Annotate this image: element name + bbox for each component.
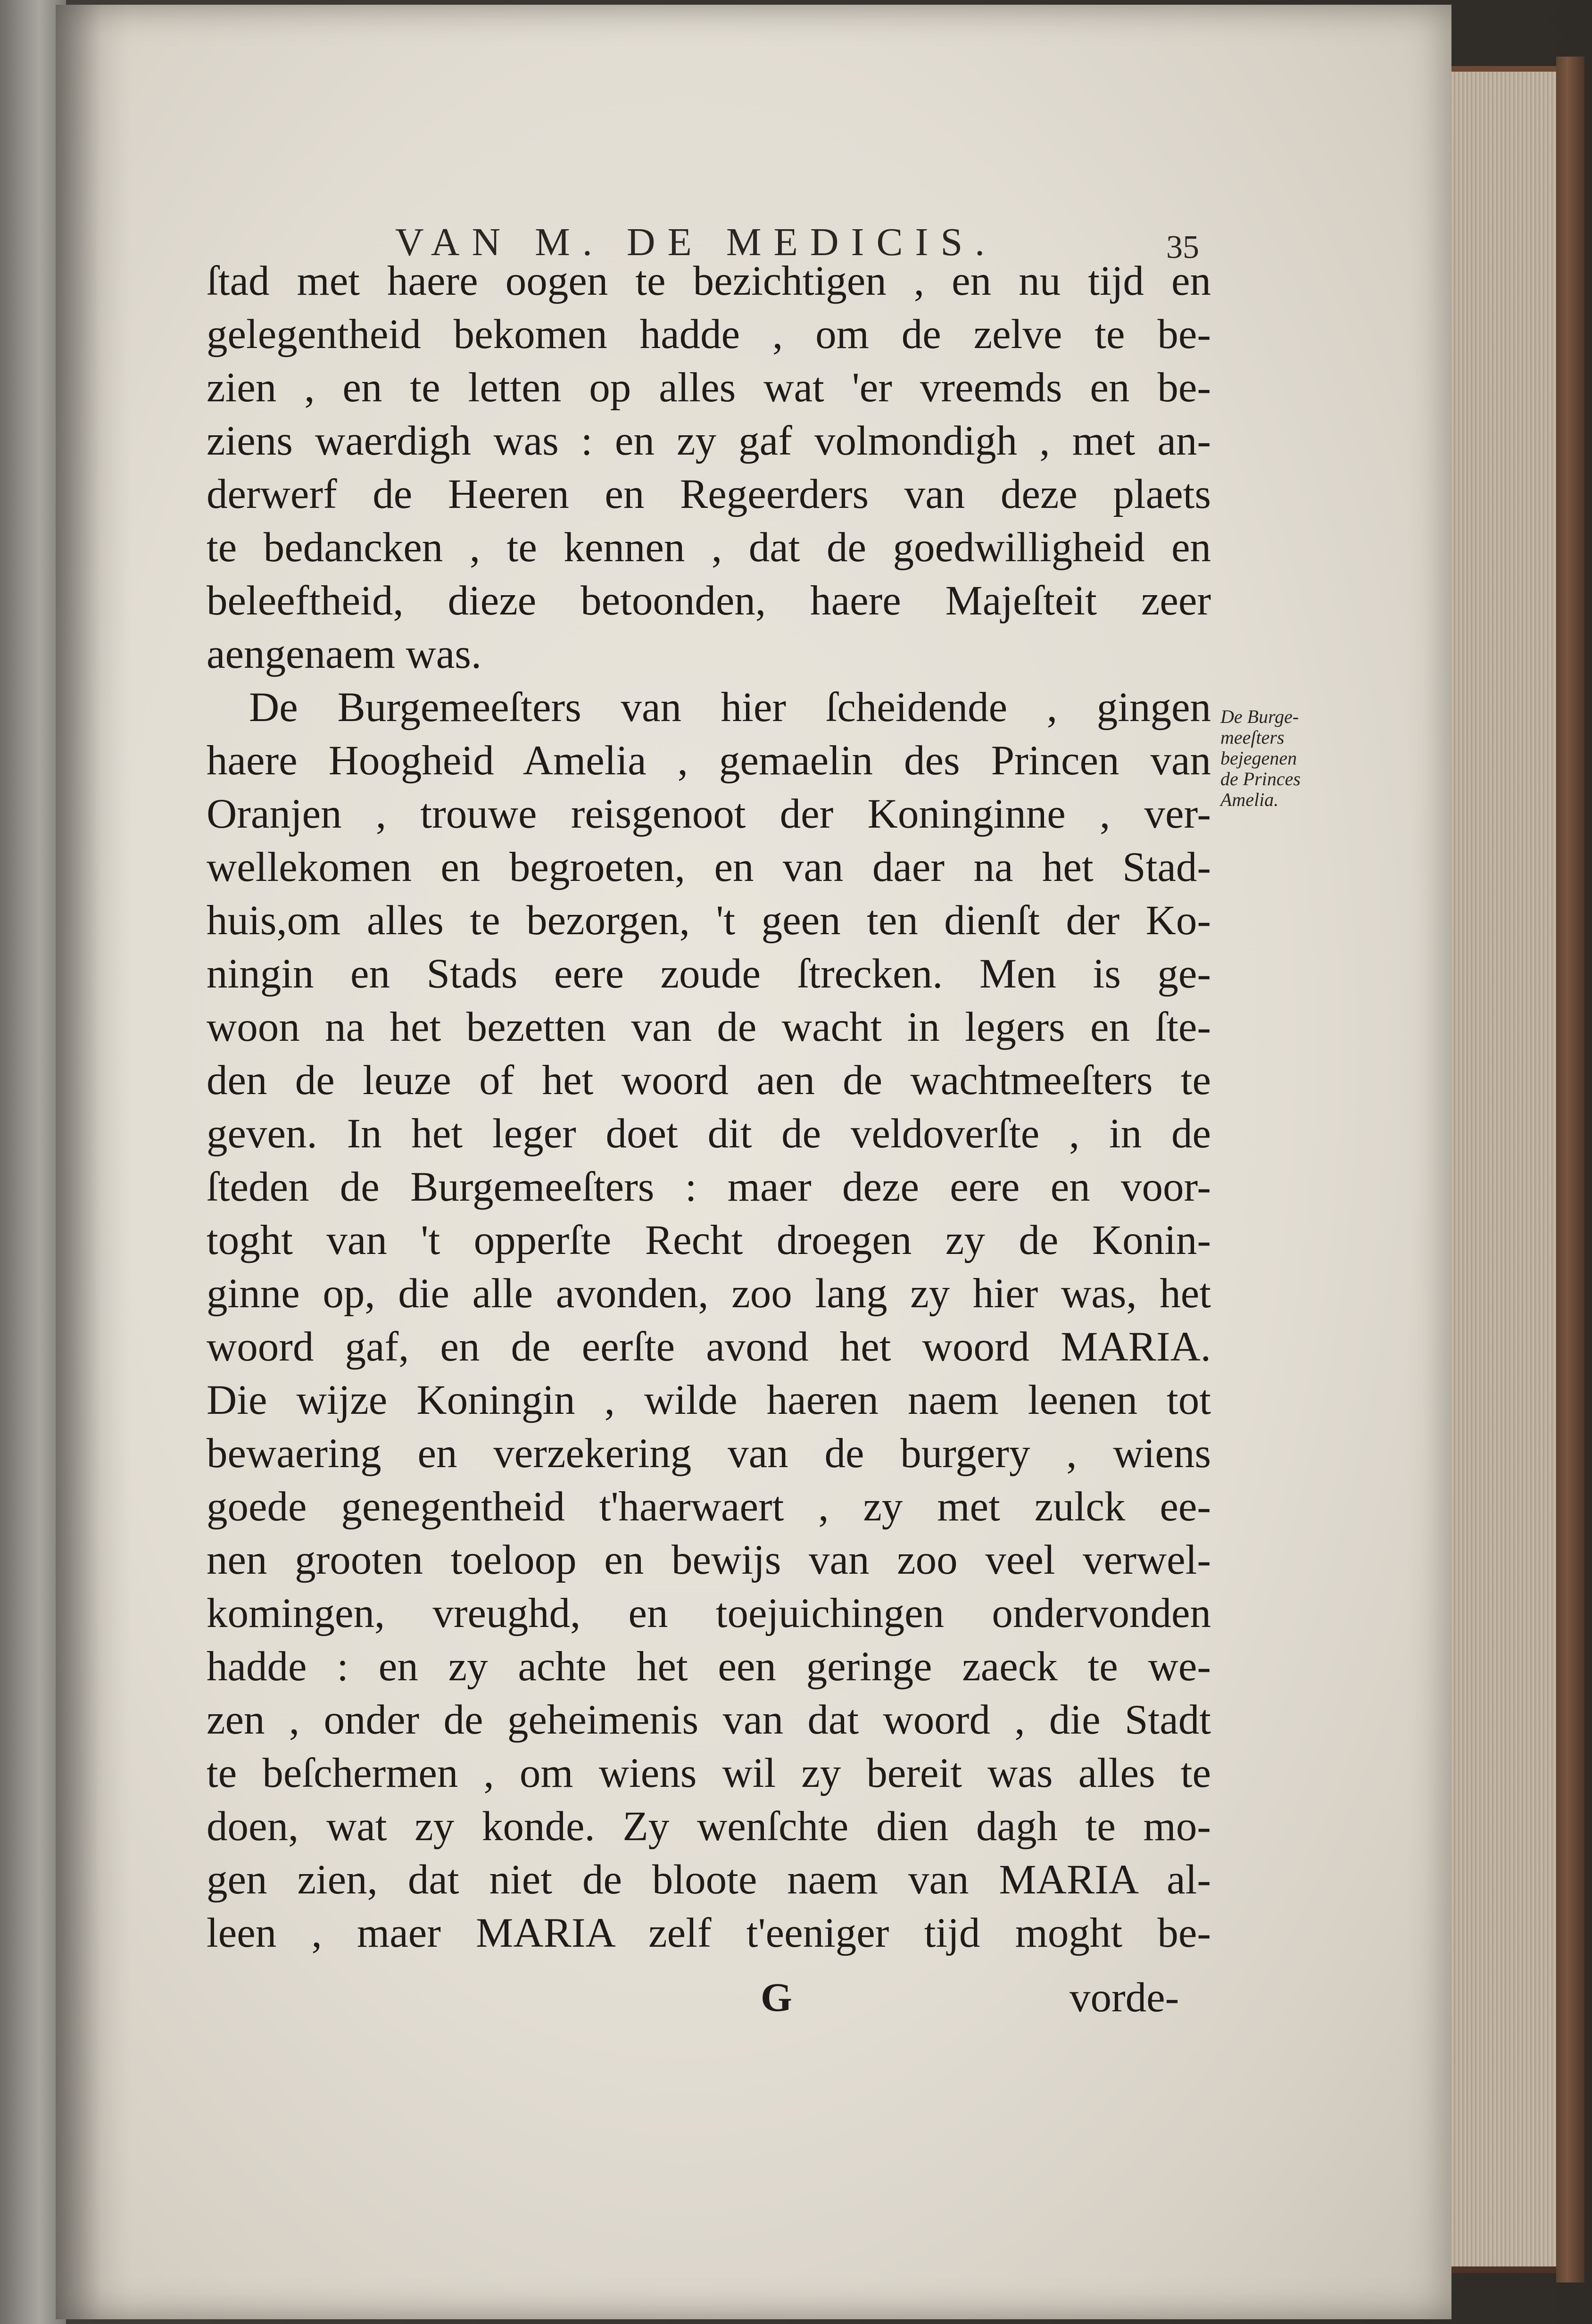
text-line: te bedancken , te kennen , dat de goedwilligheid en — [207, 524, 1211, 571]
text-line: hadde : en zy achte het een geringe zaeck te we- — [207, 1643, 1211, 1690]
book-page — [56, 5, 1451, 2319]
text-line: zien , en te letten op alles wat 'er vreemds en be- — [207, 365, 1211, 411]
signature-mark: G — [761, 1975, 792, 2020]
marginal-note — [1220, 706, 1324, 810]
book-cover-edge — [1556, 57, 1584, 2282]
text-line: ſtad met haere oogen te bezichtigen , en nu tijd en — [207, 258, 1211, 304]
marginal-note-line: De Burge- — [1220, 706, 1299, 727]
text-line: wellekomen en begroeten, en van daer na het Stad- — [207, 844, 1211, 890]
body-text — [207, 255, 1211, 1960]
catchword: vorde- — [1070, 1975, 1179, 2021]
text-line: ginne op, die alle avonden, zoo lang zy hier was, het — [207, 1270, 1211, 1317]
text-line: zen , onder de geheimenis van dat woord , die Stadt — [207, 1697, 1211, 1743]
text-line: nen grooten toeloop en bewijs van zoo veel verwel- — [207, 1537, 1211, 1583]
marginal-note-line: bejegenen — [1220, 747, 1297, 769]
text-line: haere Hoogheid Amelia , gemaelin des Princen van — [207, 738, 1211, 784]
text-line: derwerf de Heeren en Regeerders van deze plaets — [207, 471, 1211, 517]
text-line: woord gaf, en de eerſte avond het woord MARIA. — [207, 1324, 1211, 1370]
text-line: komingen, vreughd, en toejuichingen ondervonden — [207, 1590, 1211, 1636]
marginal-note-line: Amelia. — [1220, 789, 1279, 810]
text-line: doen, wat zy konde. Zy wenſchte dien dagh te mo- — [207, 1803, 1211, 1850]
text-line: ziens waerdigh was : en zy gaf volmondigh , met an- — [207, 418, 1211, 464]
text-line: den de leuze of het woord aen de wachtmeeſters te — [207, 1057, 1211, 1104]
text-line: aengenaem was. — [207, 631, 482, 677]
text-line: ningin en Stads eere zoude ſtrecken. Men is ge- — [207, 951, 1211, 997]
text-line: te beſchermen , om wiens wil zy bereit was alles te — [207, 1750, 1211, 1796]
marginal-note-line: meeſters — [1220, 727, 1285, 748]
text-line: geven. In het leger doet dit de veldoverſte , in de — [207, 1111, 1211, 1157]
page-number: 35 — [1166, 229, 1199, 266]
text-line: bewaering en verzekering van de burgery , wiens — [207, 1430, 1211, 1477]
page-fore-edge — [1451, 66, 1565, 2273]
gutter-shadow — [56, 5, 131, 2319]
text-line: gelegentheid bekomen hadde , om de zelve te be- — [207, 311, 1211, 357]
text-line: goede genegentheid t'haerwaert , zy met zulck ee- — [207, 1484, 1211, 1530]
text-line: Die wijze Koningin , wilde haeren naem leenen tot — [207, 1377, 1211, 1423]
text-line: leen , maer MARIA zelf t'eeniger tijd moght be- — [207, 1910, 1211, 1956]
text-line: beleeftheid, dieze betoonden, haere Majeſteit zeer — [207, 578, 1211, 624]
text-line: woon na het bezetten van de wacht in legers en ſte- — [207, 1004, 1211, 1050]
text-line: huis,om alles te bezorgen, 't geen ten dienſt der Ko- — [207, 897, 1211, 944]
marginal-note-line: de Princes — [1220, 768, 1301, 789]
text-line: ſteden de Burgemeeſters : maer deze eere en voor- — [207, 1164, 1211, 1210]
text-line: toght van 't opperſte Recht droegen zy de Konin- — [207, 1217, 1211, 1263]
running-head-title: VAN M. DE MEDICIS. — [395, 220, 997, 264]
text-line: De Burgemeeſters van hier ſcheidende , gingen — [249, 684, 1211, 730]
text-line: gen zien, dat niet de bloote naem van MARIA al- — [207, 1857, 1211, 1903]
text-line: Oranjen , trouwe reisgenoot der Koninginne , ver- — [207, 791, 1211, 837]
